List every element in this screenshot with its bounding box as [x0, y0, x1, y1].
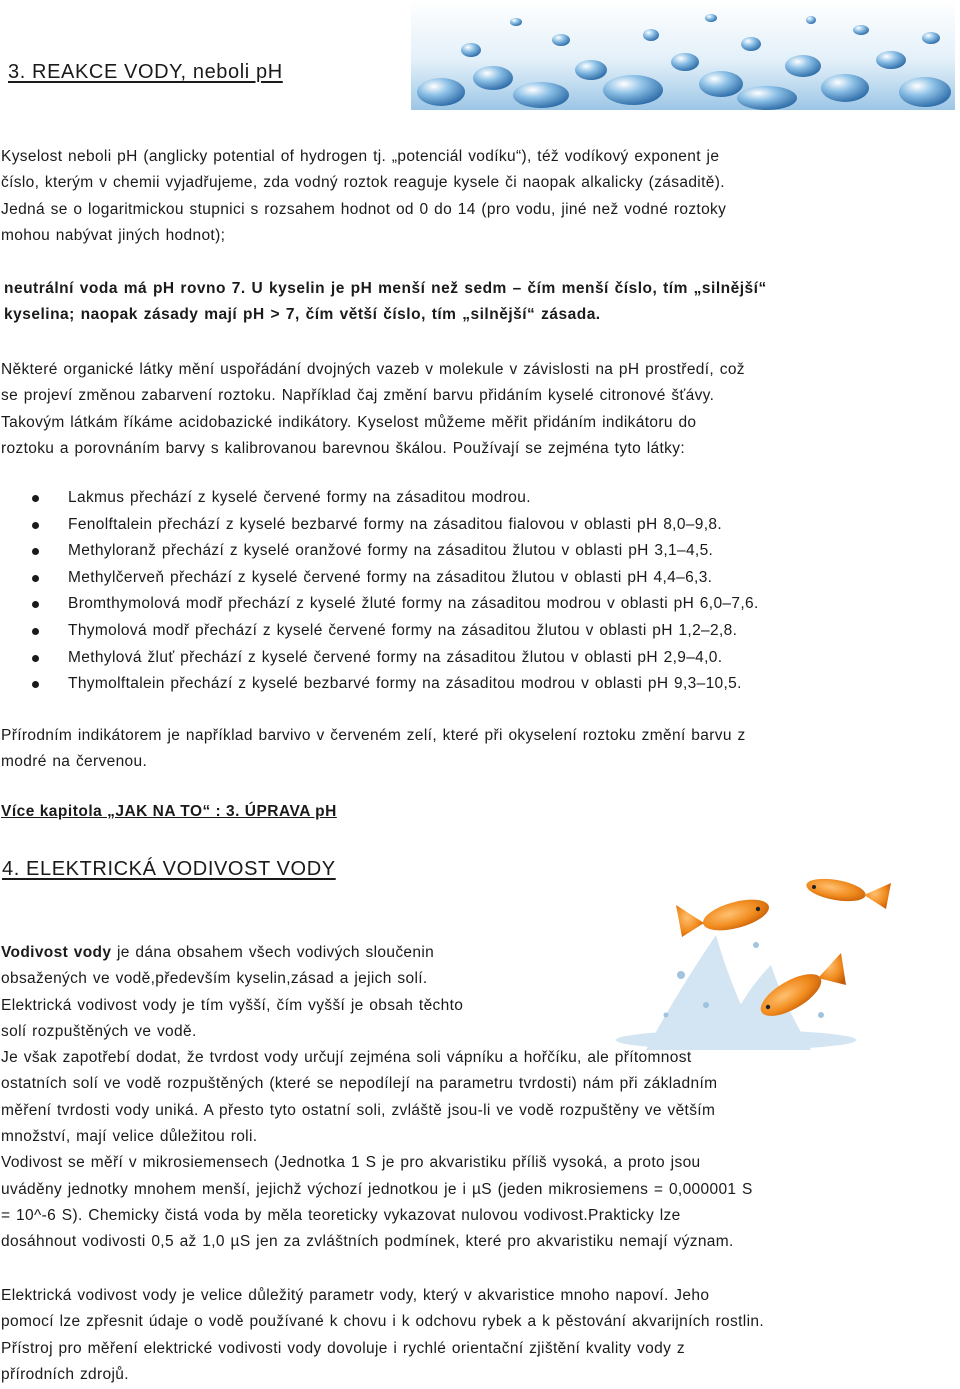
paragraph-line: uváděny jednotky mnohem menší, jejichž výchozí jednotkou je i µS (jeden mikrosiemens = 0,000001 S [1, 1180, 753, 1198]
paragraph-line: pomocí lze zpřesnit údaje o vodě používané k chovu i k odchovu rybek a k pěstování akvarijních rostlin. [1, 1313, 764, 1331]
paragraph-line: přírodních zdrojů. [1, 1365, 129, 1383]
paragraph-line: Takovým látkám říkáme acidobazické indikátory. Kyselost můžeme měřit přidáním indikátoru do [1, 413, 697, 431]
paragraph-line: dosáhnout vodivosti 0,5 až 1,0 µS jen za zvláštních podmínek, které pro akvaristiku nemají význam. [1, 1233, 734, 1251]
paragraph-line: Je však zapotřebí dodat, že tvrdost vody určují zejména soli vápníku a hořčíku, ale přítomnost [1, 1049, 692, 1067]
paragraph-line: Elektrická vodivost vody je tím vyšší, čím vyšší je obsah těchto [1, 996, 464, 1014]
paragraph-line: Kyselost neboli pH (anglicky potential of hydrogen tj. „potenciál vodíku“), též vodíkový exponent je [1, 148, 720, 165]
bullet-icon [32, 495, 39, 502]
paragraph-line: ostatních solí ve vodě rozpuštěných (které se nepodílejí na parametru tvrdosti) nám při základním [1, 1075, 718, 1093]
list-item [0, 671, 759, 698]
list-item [0, 618, 759, 645]
paragraph-line: obsažených ve vodě,především kyselin,zásad a jejich solí. [1, 970, 428, 988]
list-item-text: Bromthymolová modř přechází z kyselé žluté formy na zásaditou modrou v oblasti pH 6,0–7,6. [68, 595, 759, 613]
list-item-text: Thymolftalein přechází z kyselé bezbarvé formy na zásaditou modrou v oblasti pH 9,3–10,5. [68, 675, 742, 693]
paragraph-line: množství, mají velice důležitou roli. [1, 1128, 258, 1146]
bullet-icon [32, 628, 39, 635]
paragraph-line: mohou nabývat jiných hodnot); [1, 226, 226, 244]
indicator-list [0, 485, 759, 698]
bullet-icon [32, 655, 39, 662]
paragraph-line: neutrální voda má pH rovno 7. U kyselin je pH menší než sedm – čím menší číslo, tím „silnější“ [4, 280, 767, 297]
list-item [0, 645, 759, 672]
paragraph-line: Jedná se o logaritmickou stupnici s rozsahem hodnot od 0 do 14 (pro vodu, jiné než vodné roztoky [1, 200, 727, 218]
list-item-text: Lakmus přechází z kyselé červené formy na zásaditou modrou. [68, 489, 531, 506]
paragraph-line: Některé organické látky mění uspořádání dvojných vazeb v molekule v závislosti na pH prostředí, což [1, 361, 745, 378]
bullet-icon [32, 601, 39, 608]
paragraph-line: se projeví změnou zabarvení roztoku. Například čaj změní barvu přidáním kyselé citronové šťávy. [1, 387, 715, 405]
list-item [0, 591, 759, 618]
indicator-intro-paragraph [1, 357, 745, 462]
bullet-icon [32, 548, 39, 555]
paragraph-line: Vodivost se měří v mikrosiemensech (Jednotka 1 S je pro akvaristiku příliš vysoká, a proto jsou [1, 1154, 701, 1172]
paragraph-line: číslo, kterým v chemii vyjadřujeme, zda vodný roztok reaguje kysele či naopak alkalicky (zásaditě). [1, 174, 725, 192]
conductivity-term: Vodivost vody [1, 944, 112, 961]
more-chapter-link[interactable]: Více kapitola „JAK NA TO“ : 3. ÚPRAVA pH [1, 803, 337, 820]
paragraph-line: = 10^-6 S). Chemicky čistá voda by měla teoreticky vykazovat nulovou vodivost.Prakticky lze [1, 1206, 681, 1224]
paragraph-line: měření tvrdosti vody uniká. A přesto tyto ostatní soli, zvláště jsou-li ve vodě rozpuštěny ve větším [1, 1101, 716, 1119]
list-item [0, 512, 759, 539]
list-item-text: Fenolftalein přechází z kyselé bezbarvé formy na zásaditou fialovou v oblasti pH 8,0–9,8. [68, 515, 723, 533]
paragraph-line: Přístroj pro měření elektrické vodivosti vody dovoluje i rychlé orientační zjištění kvality vody z [1, 1339, 685, 1357]
paragraph-line: solí rozpuštěných ve vodě. [1, 1022, 197, 1040]
water-drops-image [411, 0, 955, 110]
ph-intro-paragraph [1, 144, 726, 249]
list-item-text: Methylová žluť přechází z kyselé červené formy na zásaditou žlutou v oblasti pH 2,9–4,0. [68, 648, 723, 666]
section-4-heading: 4. ELEKTRICKÁ VODIVOST VODY [2, 858, 336, 880]
list-item [0, 565, 759, 592]
paragraph-line: roztoku a porovnáním barvy s kalibrovanou barevnou škálou. Používají se zejména tyto látky: [1, 439, 685, 457]
paragraph-line [1, 940, 753, 966]
list-item [0, 538, 759, 565]
neutral-water-paragraph [4, 276, 767, 329]
bullet-icon [32, 522, 39, 529]
section-3-heading: 3. REAKCE VODY, neboli pH [8, 61, 283, 83]
paragraph-line: modré na červenou. [1, 753, 148, 771]
importance-paragraph [1, 1283, 764, 1388]
list-item [0, 485, 759, 512]
natural-indicator-paragraph [1, 723, 746, 776]
paragraph-line: kyselina; naopak zásady mají pH > 7, čím větší číslo, tím „silnější“ zásada. [4, 306, 601, 324]
bullet-icon [32, 681, 39, 688]
list-item-text: Methyloranž přechází z kyselé oranžové formy na zásaditou žlutou v oblasti pH 3,1–4,5. [68, 542, 714, 560]
list-item-text: Methylčerveň přechází z kyselé červené formy na zásaditou žlutou v oblasti pH 4,4–6,3. [68, 568, 713, 586]
paragraph-line: Přírodním indikátorem je například barvivo v červeném zelí, které při okyselení roztoku změní barvu z [1, 727, 746, 744]
conductivity-paragraph [1, 940, 753, 1256]
bullet-icon [32, 575, 39, 582]
paragraph-line: Elektrická vodivost vody je velice důležitý parametr vody, který v akvaristice mnoho napoví. Jeho [1, 1287, 710, 1304]
paragraph-text: je dána obsahem všech vodivých sloučenin [111, 944, 435, 961]
list-item-text: Thymolová modř přechází z kyselé červené formy na zásaditou žlutou v oblasti pH 1,2–2,8. [68, 621, 738, 639]
